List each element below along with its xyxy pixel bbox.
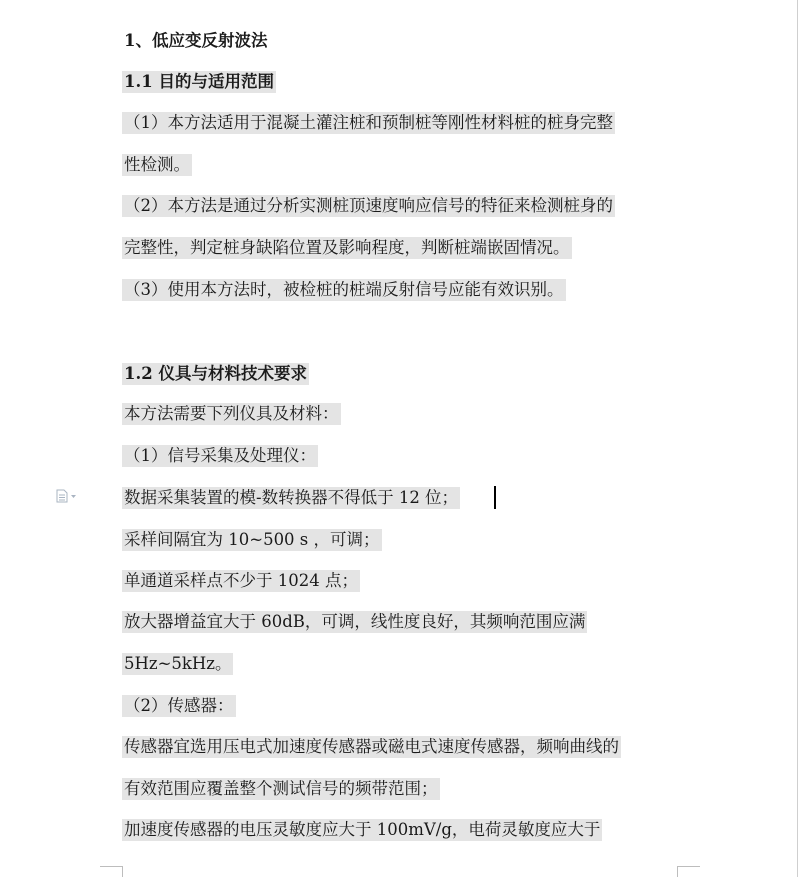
page-corner-mark-left	[100, 866, 123, 877]
heading-1-2[interactable]: 1.2 仪具与材料技术要求	[124, 364, 307, 383]
text-cursor	[494, 486, 496, 509]
heading-1-1[interactable]: 1.1 目的与适用范围	[124, 72, 274, 91]
paragraph-3[interactable]: （3）使用本方法时，被检桩的桩端反射信号应能有效识别。	[124, 280, 564, 299]
paragraph-8[interactable]: 单通道采样点不少于 1024 点；	[124, 571, 358, 590]
paragraph-1-line-1[interactable]: （1）本方法适用于混凝土灌注桩和预制桩等刚性材料桩的桩身完整	[124, 113, 613, 132]
paragraph-4[interactable]: 本方法需要下列仪具及材料：	[124, 404, 339, 423]
paragraph-12[interactable]: 加速度传感器的电压灵敏度应大于 100mV/g，电荷灵敏度应大于	[124, 820, 601, 839]
paragraph-2-line-1[interactable]: （2）本方法是通过分析实测桩顶速度响应信号的特征来检测桩身的	[124, 196, 613, 215]
paragraph-1-line-2[interactable]: 性检测。	[124, 155, 190, 174]
paragraph-options-icon[interactable]	[56, 489, 78, 503]
paragraph-11-line-2[interactable]: 有效范围应覆盖整个测试信号的频带范围；	[124, 779, 438, 798]
paragraph-11-line-1[interactable]: 传感器宜选用压电式加速度传感器或磁电式速度传感器，频响曲线的	[124, 737, 619, 756]
paragraph-9-line-2[interactable]: 5Hz~5kHz。	[124, 654, 232, 673]
page-corner-mark-right	[677, 866, 700, 877]
paragraph-2-line-2[interactable]: 完整性，判定桩身缺陷位置及影响程度，判断桩端嵌固情况。	[124, 238, 570, 257]
paragraph-7[interactable]: 采样间隔宜为 10~500 s ，可调；	[124, 530, 380, 549]
paragraph-6[interactable]: 数据采集装置的模-数转换器不得低于 12 位；	[124, 488, 459, 507]
paragraph-10[interactable]: （2）传感器：	[124, 696, 234, 715]
paragraph-9-line-1[interactable]: 放大器增益宜大于 60dB，可调，线性度良好，其频响范围应满	[124, 612, 586, 631]
paragraph-5[interactable]: （1）信号采集及处理仪：	[124, 446, 316, 465]
heading-1[interactable]: 1、低应变反射波法	[124, 31, 268, 50]
